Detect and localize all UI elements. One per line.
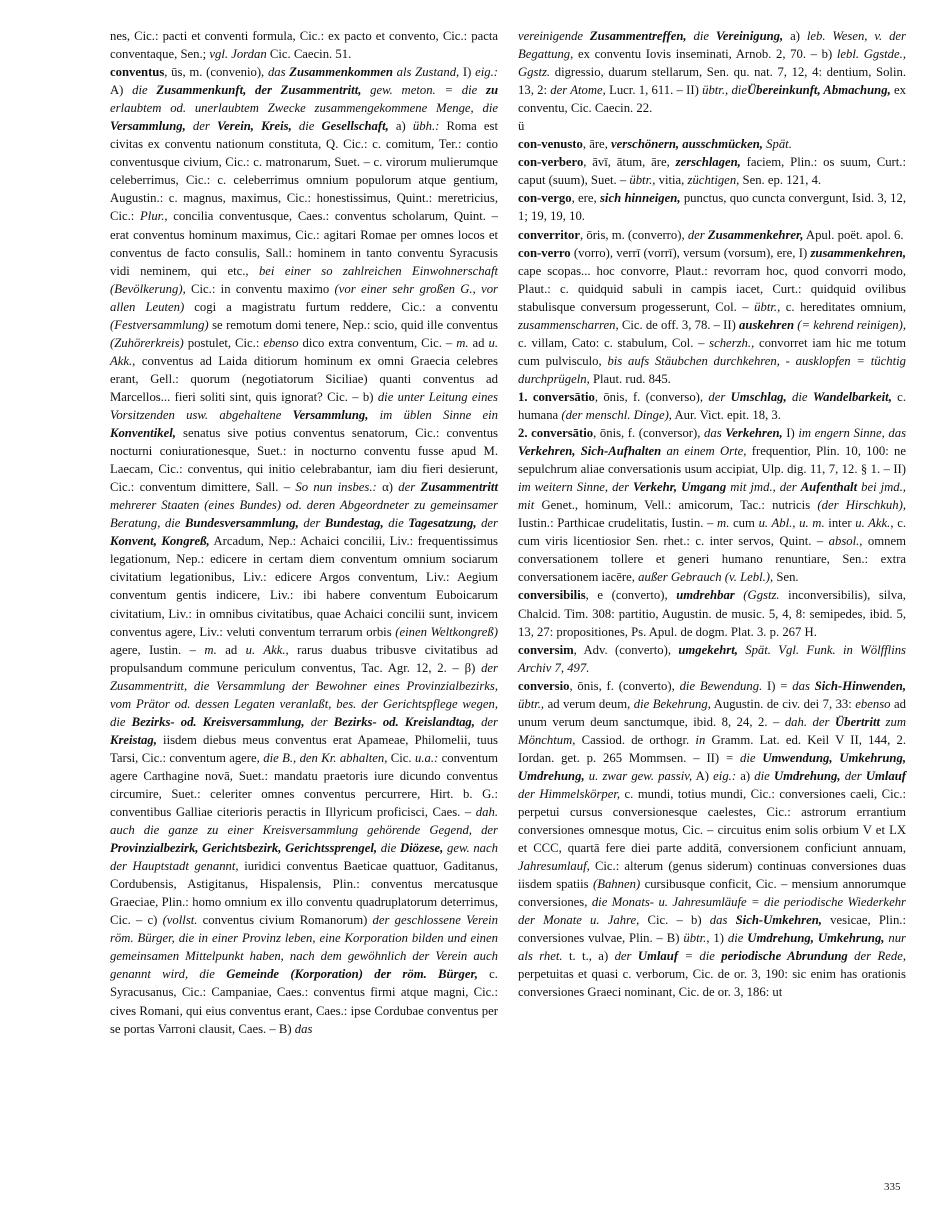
left-column [110, 27, 498, 1038]
right-column-entry: con-venusto, āre, verschönern, ausschmücken, Spät. [518, 137, 792, 152]
right-column-entry: con-verro (vorro), verrī (vorrī), versum (vorsum), ere, I) zusammenkehren, cape scopas... hoc convorre, Plaut.: revorram hoc, quod convorri modo, Plaut.: c. quidquid sabuli in campis iacet, Curt.: quidquid ovilibus stabulisque conversum progesserunt, Col. – übtr., c. hereditates omnium, zusammenscharren, Cic. de off. 3, 78. – II) auskehren (= kehrend reinigen), c. villam, Cato: c. stabulum, Col. – scherzh., convorret iam hic me totum cum pulvisculo, bis aufs Stäubchen durchkehren, - ausklopfen = tüchtig durchprügeln, Plaut. rud. 845. [518, 245, 906, 386]
right-column-entry: conversio, ōnis, f. (converto), die Bewendung. I) = das Sich-Hinwenden, übtr., ad verum deum, die Bekehrung, Augustin. de civ. dei 7, 33: ebenso ad unum verum deum sanctumque, ibid. 8, 24, 2. – dah. der Übertritt zum Mönchtum, Cassiod. de orthogr. in Gramm. Lat. ed. Keil V II, 144, 2. Iordan. get. p. 265 Mommsen. – II) = die Umwendung, Umkehrung, Umdrehung, u. zwar gew. passiv, A) eig.: a) die Umdrehung, der Umlauf der Himmelskörper, c. mundi, totius mundi, Cic.: conversiones caeli, Cic.: perpetui cursus conversionesque caelestes, Cic.: astrorum errantium conversiones omnesque motus, Cic. – circuitus enim solis orbium V et LX et CCC, quartā fere diei parte additā, conversionem conficiunt annuam, Jahresumlauf, Cic.: alterum (genus siderum) continuas conversiones duas iisdem spatiis (Bahnen) cursibusque conficit, Cic. – mensium annorumque conversiones, die Monats- u. Jahresumläufe = die periodische Wiederkehr der Monate u. Jahre, Cic. – b) das Sich-Umkehren, vesicae, Plin.: conversiones vulvae, Plin. – B) übtr., 1) die Umdrehung, Umkehrung, nur als rhet. t. t., a) der Umlauf = die periodische Abrundung der Rede, perpetuitas et quasi c. verborum, Cic. de or. 3, 190: sic enim has orationis conversiones Graeci nominant, Cic. de or. 3, 186: ut [518, 678, 907, 1000]
right-column [518, 27, 906, 1002]
right-column-entry: 2. conversātio, ōnis, f. (conversor), das Verkehren, I) im engern Sinne, das Verkehren, Sich-Aufhalten an einem Orte, frequentior, Plin. 10, 100: ne sepulchrum aliae conversationis usum accipiat, Ulp. dig. 11, 7, 12. § 1. – II) im weitern Sinne, der Verkehr, Umgang mit jmd., der Aufenthalt bei jmd., mit Genet., hominum, Vell.: amicorum, Tac.: nutricis (der Hirschkuh), Iustin.: Parthicae crudelitatis, Iustin. – m. cum u. Abl., u. m. inter u. Akk., c. cum viris licentiosior Sen. rhet.: c. inter servos, Quint. – absol., omnem conversationem tollere et generi humano renuntiare, Sen.: extra conversationem iacēre, außer Gebrauch (v. Lebl.), Sen. [518, 426, 907, 585]
right-column-entry: conversim, Adv. (converto), umgekehrt, Spät. Vgl. Funk. in Wölfflins Archiv 7, 497. [518, 642, 906, 675]
left-column-entry: nes, Cic.: pacti et conventi formula, Cic.: ex pacto et convento, Cic.: pacta conventaque, Sen.; vgl. Jordan Cic. Caecin. 51. [110, 29, 498, 62]
right-column-entry: conversibilis, e (converto), umdrehbar (Ggstz. inconversibilis), silva, Chalcid. Tim. 308: partitio, Augustin. de music. 5, 4, 8: semipedes, ibid. 5, 13, 27: propositiones, Ps. Apul. de dogm. Plat. 3. p. 267 H. [518, 588, 906, 639]
right-column-entry: vereinigende Zusammentreffen, die Vereinigung, a) leb. Wesen, v. der Begattung, ex conventu Iovis inseminati, Arnob. 2, 70. – b) lebl. Ggstde., Ggstz. digressio, duarum stellarum, Sen. qu. nat. 7, 12, 4: dentium, Solin. 13, 2: der Atome, Lucr. 1, 611. – II) übtr., dieÜbereinkunft, Abmachung, ex conventu, Cic. Caecin. 22. [518, 29, 906, 116]
page-number: 335 [884, 1181, 901, 1193]
left-column-entry: conventus, ūs, m. (convenio), das Zusammenkommen als Zustand, I) eig.: A) die Zusammenkunft, der Zusammentritt, gew. meton. = die zu erlaubtem od. unerlaubtem Zwecke zusammengekommene Menge, die Versammlung, der Verein, Kreis, die Gesellschaft, a) übh.: Roma est civitas ex conventu nationum constituta, Q. Cic.: c. comitum, Ter.: contio conventusque civium, Cic.: c. matronarum, Suet. – c. virorum mulierumque celeberrimus, Cic.: c. celeberrimus omnium populorum atque gentium, Augustin.: c. magnus, maximus, Cic.: honestissimus, Quint.: meretricius, Cic.: Plur., concilia conventusque, Caes.: conventus scholarum, Quint. – erat conventus hominum maximus, Cic.: agitari Romae per omnes locos et conventus de facto consulis, Sall.: hominem in tanto conventu Syracusis vidi neminem, qui etc., bei einer so zahlreichen Einwohnerschaft (Bevölkerung), Cic.: in conventu maximo (vor einer sehr großen G., vor allen Leuten) cogi a magistratu furtum reddere, Cic.: a conventu (Festversammlung) se remotum domi tenere, Nep.: scio, quid ille conventus (Zuhörerkreis) postulet, Cic.: ebenso dico extra conventum, Cic. – m. ad u. Akk., conventus ad Laida ditiorum hominum ex omni Graecia celebres erant, Gell.: quorum (negotiatorum Siciliae) quanti conventus ad Marcellos... fieri soliti sint, quis ignorat? Cic. – b) die unter Leitung eines Vorsitzenden usw. abgehaltene Versammlung, im üblen Sinne ein Konventikel, senatus sive potius conventus senatorum, Cic.: conventus nocturni coniurationesque, Suet.: in nocturno conventu fusse apud M. Laecam, Cic.: conventus, qui initio celebrabantur, iam diu fieri desierunt, Cic.: conventum dimittere, Sall. – So nun insbes.: α) der Zusammentritt mehrerer Staaten (eines Bundes) od. deren Abgeordneter zu gemeinsamer Beratung, die Bundesversammlung, der Bundestag, die Tagesatzung, der Konvent, Kongreß, Arcadum, Nep.: Achaici concilii, Liv.: frequentissimus legationum, Nep.: edicere in certam diem conventum omnium sociarum civitatium legationibus, Liv.: edicere Argos conventum, Liv.: Aegium conventum gentis indicere, Liv.: ibi habere conventum Euboicarum civitatium, Liv.: in omnibus civitatibus, quae Achaici concilii sunt, invicem conventus agere, Liv.: veluti conventum terrarum orbis (einen Weltkongreß) agere, Iustin. – m. ad u. Akk., rarus duabus tribusve civitatibus ad propulsandum commune periculum conventus, Tac. Agr. 12, 2. – β) der Zusammentritt, die Versammlung der Bewohner eines Provinzialbezirks, vom Prätor od. dessen Legaten veranlaßt, bes. der Gerichtspflege wegen, die Bezirks- od. Kreisversammlung, der Bezirks- od. Kreislandtag, der Kreistag, iisdem diebus meus conventus erat Apameae, Philomelii, tuus Tarsi, Cic.: conventum agere, die B., den Kr. abhalten, Cic. u.a.: conventum agere Carthagine novā, Suet.: mandatu praetoris iure dicundo conventus circumire, Suet.: celeriter omnes conventus percurrere, Hirt. b. G.: conventibus Galliae citerioris peractis in Illyricum proficisci, Caes. – dah. auch die ganze zu einer Kreisversammlung gehörende Gegend, der Provinzialbezirk, Gerichtsbezirk, Gerichtssprengel, die Diözese, gew. nach der Hauptstadt genannt, iuridici conventus Baeticae quattuor, Gaditanus, Cordubensis, Astigitanus, Hispalensis, Plin.: conventus mercatusque Graeciae, Plin.: homo omnium ex illo conventu quadruplatorum deterrimus, Cic. – c) (vollst. conventus civium Romanorum) der geschlossene Verein röm. Bürger, die in einer Provinz leben, eine Korporation bilden und einen gemeinsamen Mittelpunkt haben, nach dem gewöhnlich der Verein auch genannt wird, die Gemeinde (Korporation) der röm. Bürger, c. Syracusanus, Cic.: Campaniae, Caes.: conventus firmi atque magni, Cic.: cives Romani, qui eius conventus erant, Caes.: ipse Cordubae conventus per se portas Varroni clausit, Caes. – B) das [110, 65, 499, 1036]
right-column-entry: converritor, ōris, m. (converro), der Zusammenkehrer, Apul. poët. apol. 6. [518, 227, 904, 242]
right-column-entry: 1. conversātio, ōnis, f. (converso), der Umschlag, die Wandelbarkeit, c. humana (der menschl. Dinge), Aur. Vict. epit. 18, 3. [518, 389, 906, 422]
right-column-entry: con-vergo, ere, sich hinneigen, punctus, quo cuncta convergunt, Isid. 3, 12, 1; 19, 19, 10. [518, 191, 907, 224]
right-column-entry: ü [518, 119, 525, 134]
right-column-entry: con-verbero, āvī, ātum, āre, zerschlagen, faciem, Plin.: os suum, Curt.: caput (suum), Suet. – übtr., vitia, züchtigen, Sen. ep. 121, 4. [518, 155, 906, 188]
